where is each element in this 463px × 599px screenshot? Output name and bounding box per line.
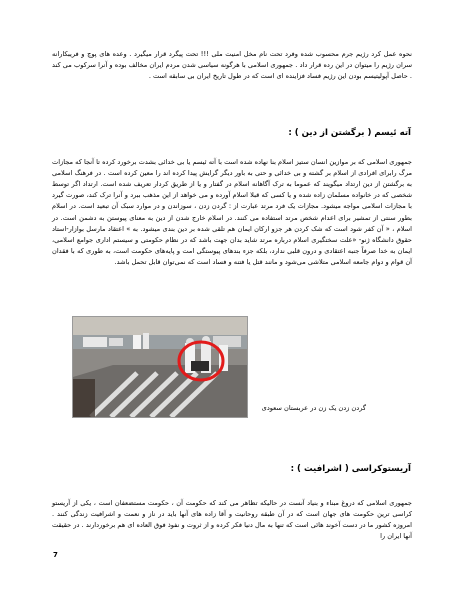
intro-paragraph: نحوه عمل کرد رژیم جرم محسوب شده وفرد تحت نام مخل امنیت ملی !!! تحت پیگرد قرار میگیرد . وعده های پوچ و فریبکارانه سران رژیم را میتوان در این رده قرار داد . جمهوری اسلامی با هرگونه سیاسی شدن مردم ایران مخالف بوده و آنرا سرکوب می کند . حاصل آپولیتیسم بودن این رژیم فساد فزاینده ای است که در طول تاریخ ایران بی سابقه است .: [52, 49, 412, 80]
aristocracy-heading: آریستوکراسی ( اشرافیت ) :: [290, 464, 411, 474]
page-number: 7: [53, 551, 58, 559]
atheism-paragraph: جمهوری اسلامی که بر موازین انسان ستیز اسلام بنا نهاده شده است با آته ئیسم یا بی خدائی بشدت برخورد کرده تا آنجا که مجازات مرگ رابرای افرادی از اسلام بر گشته و بی خدائی و حتی به باور دیگر گرایش پیدا کرده اند را معین کرده است . در فرهنگ اسلامی به برگشتن از دین ارتداد میگویند که عموما به ترک آگاهانه اسلام در گفتار و یا از طریق کردار تعریف شده است. ارتداد اگر توسط شخصی که در خانواده مسلمان زاده شده و یا کسی که قبلا اسلام آورده و می خواهد از این مذهب ببرد و آنرا ترک کند، صورت گیرد با مجازات اسلامی مواجه میشود. مجازات یک فرد مرتد عبارت از : گردن زدن ، سوزاندن و در موارد سبک آن تبعید است. در اسلام بطور سنتی از تمشیر برای اعدام شخص مرتد استفاده می کنند. در اسلام خارج شدن از دین به معنای پیوستن به دشمن است. در اسلام ، « آن کفر شود است که شک کردن هر جزو ارکان ایمان هم تلقی شده بر دین بندی میشود. به » اعتقاد مارسل بوازار-استاد حقوق دانشگاه ژنو- «علت سختگیری اسلام درباره مرتد شاید بدان جهت باشد که در نظام حکومتی و سیستم اداری جوامع اسلامی، ایمان به خدا صرفاً جنبه اعتقادی و درون قلبی ندارد، بلکه جزء بندهای پیوستگی امت و پایه‌های حکومت است، به طوری که با فقدان آن قوام و دوام جامعه اسلامی متلاشی می‌شود و مانند قتل یا فتنه و فساد است که نمی‌توان قابل تحمل باشد.: [52, 157, 412, 267]
photo-illustration: [73, 317, 247, 417]
aristocracy-paragraph: جمهوری اسلامی که دروغ مبناء و بنیاد آنست در حالیکه تظاهر می کند که حکومت آن ، حکومت مستضعفان است ، یکی از آریستو کراسی ترین حکومت های جهان است که در آن طبقه روحانیت و آقا زاده های آنها باید در ناز و نعمت و اشرافیت زندگی کنند . امروزه کشور ما در دست آخوند هائی است که تنها به مال دنیا فکر کرده و از ثروت و نفوذ فوق العاده ای هم برخوردارند . در حقیقت آنها ایران را: [52, 498, 412, 541]
execution-photo: [72, 316, 248, 418]
photo-caption: گردن زدن یک زن در عربستان سعودی: [261, 404, 366, 412]
atheism-heading: آته ئیسم ( برگشتن از دین ) :: [288, 128, 411, 138]
